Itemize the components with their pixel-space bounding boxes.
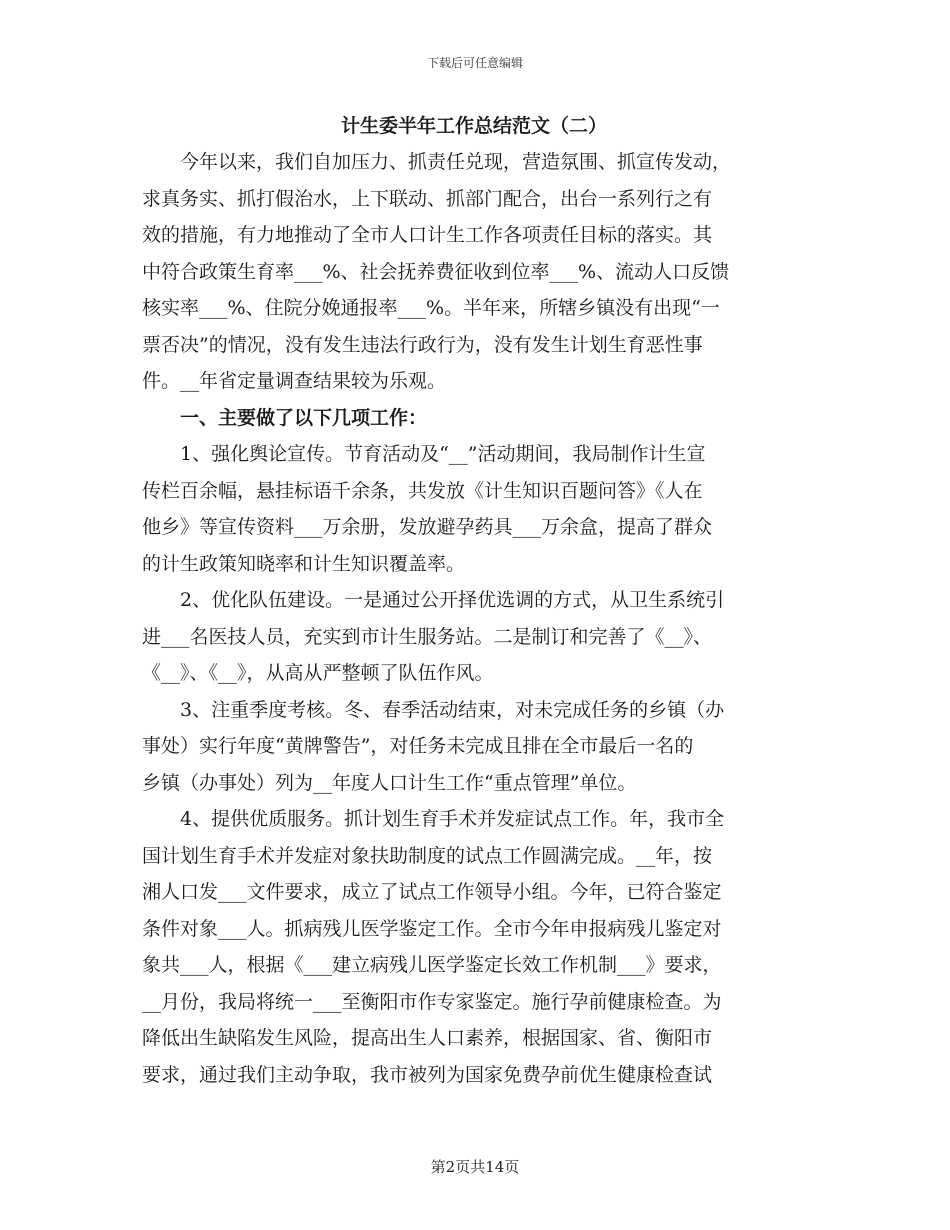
paragraph-line: 条件对象___人。抓病残儿医学鉴定工作。全市今年申报病残儿鉴定对 bbox=[142, 917, 722, 940]
paragraph-line: 2、优化队伍建设。一是通过公开择优选调的方式，从卫生系统引 bbox=[180, 589, 725, 611]
paragraph-line: 核实率___%、住院分娩通报率___%。半年来，所辖乡镇没有出现“一 bbox=[142, 297, 720, 319]
paragraph-line: 他乡》等宣传资料___万余册，发放避孕药具___万余盒，提高了群众 bbox=[142, 516, 713, 538]
section-heading: 一、主要做了以下几项工作： bbox=[180, 406, 428, 429]
paragraph-line: 《__》、《__》，从高从严整顿了队伍作风。 bbox=[142, 662, 494, 684]
paragraph-line: 要求，通过我们主动争取，我市被列为国家免费孕前优生健康检查试 bbox=[142, 1063, 713, 1086]
paragraph-line: 事处）实行年度“黄牌警告”，对任务未完成且排在全市最后一名的 bbox=[142, 735, 694, 757]
work-item-3 bbox=[142, 692, 806, 802]
page-header-note: 下载后可任意编辑 bbox=[426, 56, 523, 70]
paragraph-line: 乡镇（办事处）列为__年度人口计生工作“重点管理”单位。 bbox=[142, 771, 637, 794]
paragraph-line: 中符合政策生育率___%、社会抚养费征收到位率___%、流动人口反馈 bbox=[142, 260, 730, 283]
paragraph-line: 求真务实、抓打假治水，上下联动、抓部门配合，出台一系列行之有 bbox=[142, 187, 713, 210]
paragraph-line: 3、注重季度考核。冬、春季活动结束，对未完成任务的乡镇（办 bbox=[180, 698, 725, 721]
work-item-4 bbox=[142, 801, 806, 1093]
paragraph-line: 1、强化舆论宣传。节育活动及“__”活动期间，我局制作计生宣 bbox=[180, 443, 706, 465]
paragraph-line: 今年以来，我们自加压力、抓责任兑现，营造氛围、抓宣传发动， bbox=[180, 151, 732, 173]
document-body bbox=[142, 108, 806, 1093]
paragraph-line: 象共___人，根据《___建立病残儿医学鉴定长效工作机制___》要求， bbox=[142, 954, 722, 976]
paragraph-line: 的计生政策知晓率和计生知识覆盖率。 bbox=[142, 552, 466, 575]
paragraph-line: 湘人口发___文件要求，成立了试点工作领导小组。今年，已符合鉴定 bbox=[142, 881, 722, 903]
paragraph-line: 进___名医技人员，充实到市计生服务站。二是制订和完善了《__》、 bbox=[142, 625, 713, 648]
paragraph-line: 国计划生育手术并发症对象扶助制度的试点工作圆满完成。__年，按 bbox=[142, 844, 713, 867]
intro-paragraph bbox=[142, 144, 806, 400]
work-item-2 bbox=[142, 582, 806, 692]
paragraph-line: 传栏百余幅，悬挂标语千余条，共发放《计生知识百题问答》《人在 bbox=[142, 479, 703, 502]
paragraph-line: 件。__年省定量调查结果较为乐观。 bbox=[142, 370, 447, 392]
paragraph-line: 票否决”的情况，没有发生违法行政行为，没有发生计划生育恶性事 bbox=[142, 333, 703, 356]
page-indicator: 第2页共14页 bbox=[430, 1158, 520, 1176]
document-title: 计生委半年工作总结范文（二） bbox=[340, 115, 607, 137]
paragraph-line: 降低出生缺陷发生风险，提高出生人口素养，根据国家、省、衡阳市 bbox=[142, 1027, 713, 1049]
paragraph-line: 效的措施，有力地推动了全市人口计生工作各项责任目标的落实。其 bbox=[142, 224, 713, 246]
paragraph-line: __月份，我局将统一___至衡阳市作专家鉴定。施行孕前健康检查。为 bbox=[142, 990, 722, 1013]
paragraph-line: 4、提供优质服务。抓计划生育手术并发症试点工作。年，我市全 bbox=[180, 808, 725, 830]
work-item-1 bbox=[142, 436, 806, 582]
